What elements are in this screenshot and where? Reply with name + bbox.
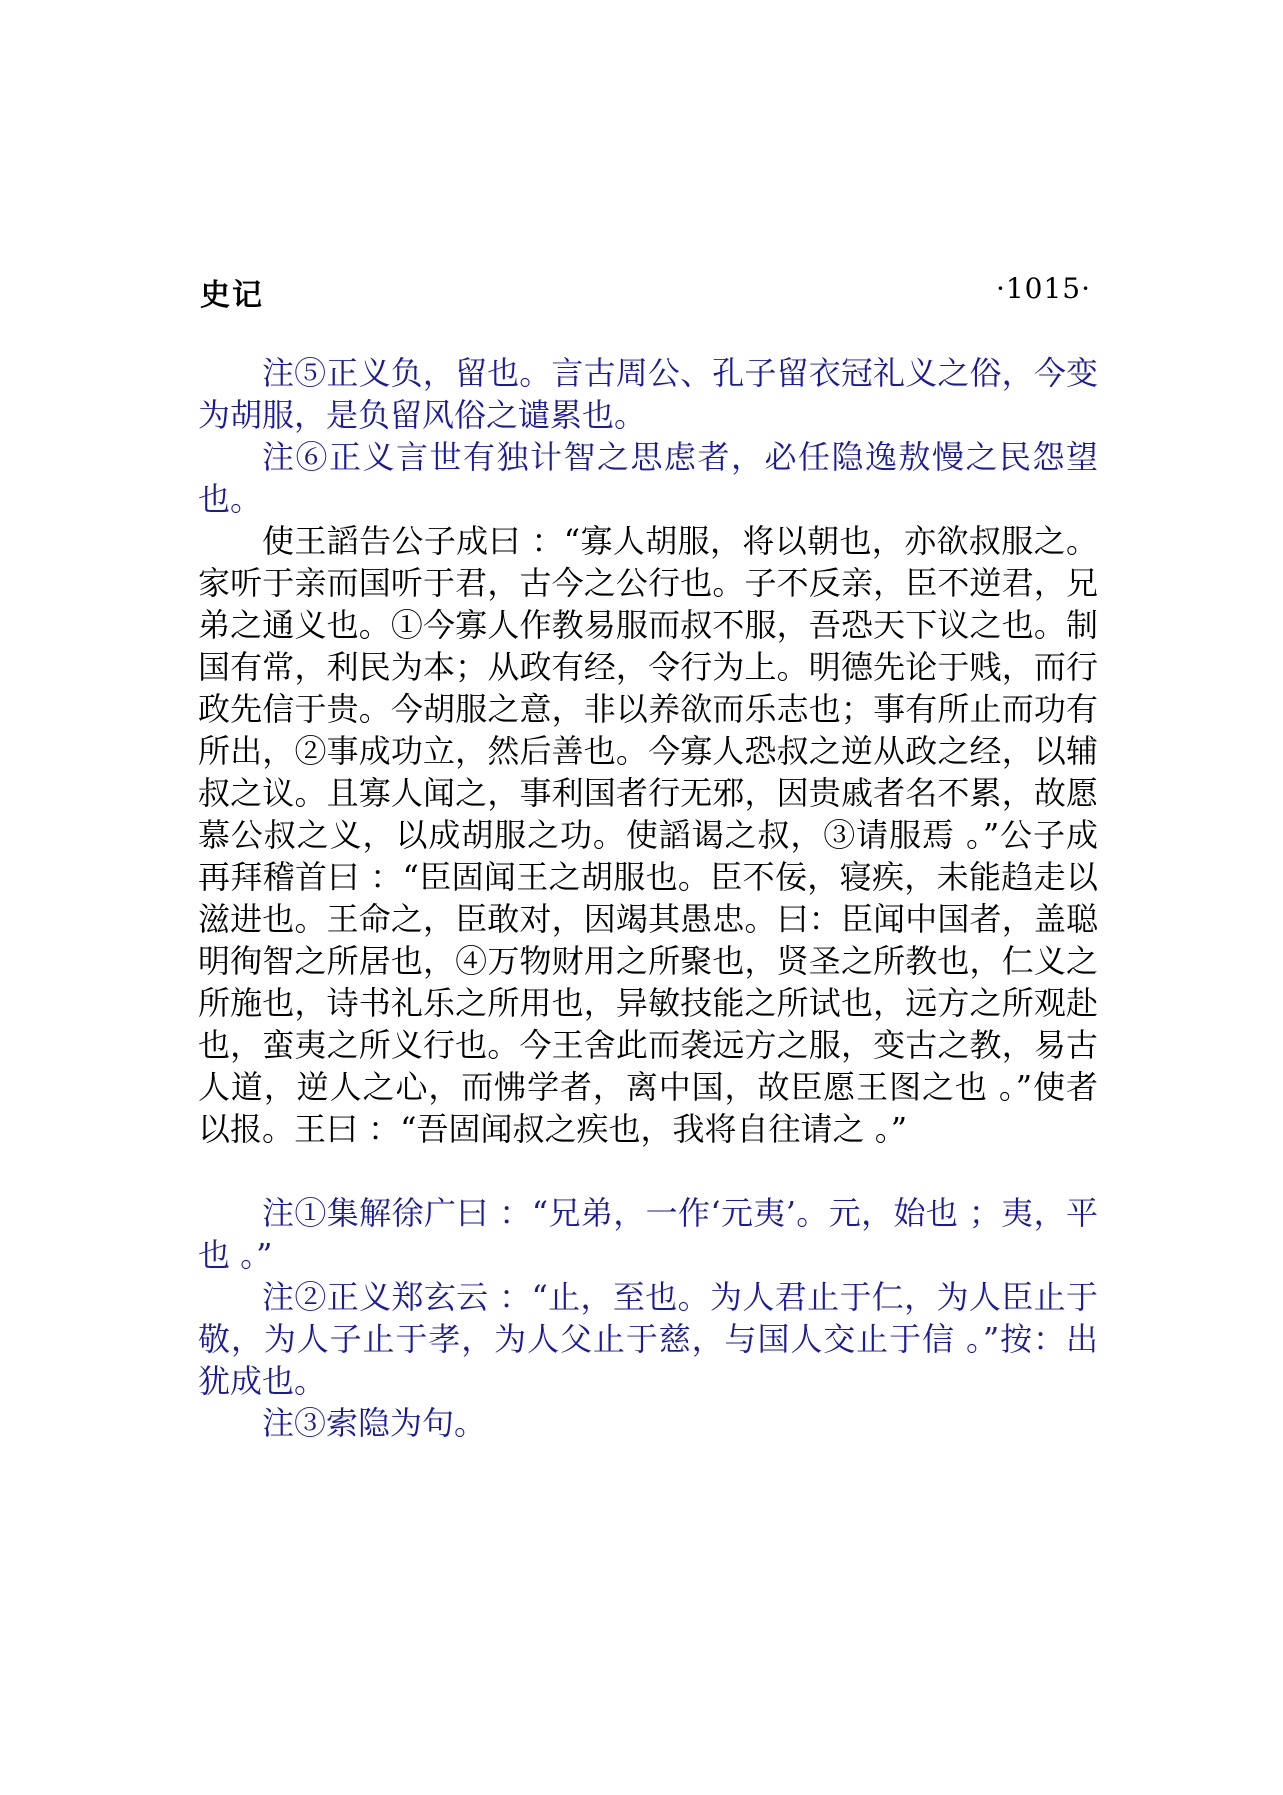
body-text bbox=[198, 352, 1098, 1444]
book-title: 史记 bbox=[200, 278, 264, 313]
note-paragraph: 注⑥正义言世有独计智之思虑者，必任隐逸敖慢之民怨望也。 bbox=[198, 438, 1098, 518]
main-paragraph: 使王謟告公子成曰 ：“寡人胡服，将以朝也，亦欲叔服之。家听于亲而国听于君，古今之公行也。子不反亲，臣不逆君，兄弟之通义也。①今寡人作教易服而叔不服，吾恐天下议之也。制国有常，利民为本；从政有经，令行为上。明德先论于贱，而行政先信于贵。今胡服之意，非以养欲而乐志也；事有所止而功有所出，②事成功立，然后善也。今寡人恐叔之逆从政之经，以辅叔之议。且寡人闻之，事利国者行无邪，因贵戚者名不累，故愿慕公叔之义，以成胡服之功。使謟谒之叔，③请服焉 。”公子成再拜稽首曰 ：“臣固闻王之胡服也。臣不佞，寝疾，未能趋走以滋进也。王命之，臣敢对，因竭其愚忠。曰：臣闻中国者，盖聪明徇智之所居也，④万物财用之所聚也，贤圣之所教也，仁义之所施也，诗书礼乐之所用也，异敏技能之所试也，远方之所观赴也，蛮夷之所义行也。今王舍此而袭远方之服，变古之教，易古人道，逆人之心，而怫学者，离中国，故臣愿王图之也 。”使者以报。王曰 ：“吾固闻叔之疾也，我将自往请之 。” bbox=[198, 522, 1098, 1148]
page-number: ·1015· bbox=[995, 272, 1091, 305]
note-paragraph: 注②正义郑玄云 ：“止，至也。为人君止于仁，为人臣止于敬，为人子止于孝，为人父止于慈，与国人交止于信 。”按：出犹成也。 bbox=[198, 1278, 1098, 1400]
note-paragraph: 注①集解徐广曰 ：“兄弟，一作‘元夷’。元，始也 ；夷，平也 。” bbox=[198, 1194, 1098, 1274]
paragraph-gap bbox=[198, 1150, 1098, 1192]
note-paragraph: 注⑤正义负，留也。言古周公、孔子留衣冠礼义之俗，今变为胡服，是负留风俗之谴累也。 bbox=[198, 354, 1098, 434]
note-paragraph: 注③索隐为句。 bbox=[262, 1404, 487, 1442]
